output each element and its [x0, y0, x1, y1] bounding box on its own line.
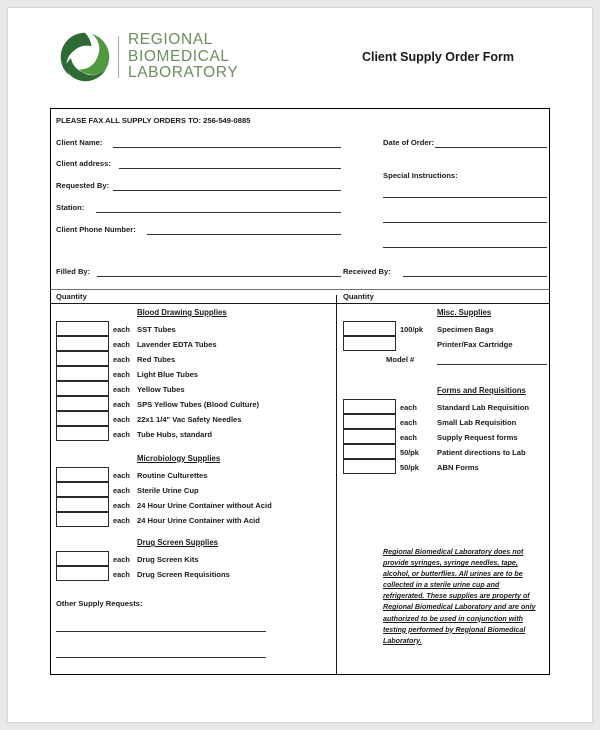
field-input-special-instructions-1[interactable] [383, 197, 547, 198]
section-title-blood-drawing: Blood Drawing Supplies [137, 308, 227, 317]
field-input-received-by[interactable] [403, 276, 547, 277]
unit-lavender-edta-tubes: each [113, 340, 130, 349]
field-label-date-of-order: Date of Order: [383, 138, 435, 147]
field-input-filled-by[interactable] [97, 276, 341, 277]
unit-routine-culturettes: each [113, 471, 130, 480]
logo-wordmark [128, 32, 238, 82]
quantity-input-small-lab-requisition[interactable] [343, 414, 396, 429]
item-name-abn-forms: ABN Forms [437, 463, 479, 472]
other-supply-requests-label: Other Supply Requests: [56, 599, 143, 608]
unit-sps-yellow-tubes: each [113, 400, 130, 409]
field-label-client-address: Client address: [56, 159, 111, 168]
unit-specimen-bags: 100/pk [400, 325, 424, 334]
unit-yellow-tubes: each [113, 385, 130, 394]
field-label-received-by: Received By: [343, 267, 391, 276]
item-name-drug-screen-kits: Drug Screen Kits [137, 555, 199, 564]
other-supply-requests-input-2[interactable] [56, 657, 266, 658]
unit-24hr-urine-without-acid: each [113, 501, 130, 510]
disclaimer-text: Regional Biomedical Laboratory does not provide syringes, syringe needles, tape, alcohol, or butterflies. All urines are to be collected in a sterile urine cup and refrigerated. These supplies are property of Regional Biomedical Laboratory and are only authorized to be used in conjunction with testing performed by Regional Biomedical Laboratory. [383, 548, 536, 645]
unit-abn-forms: 50/pk [400, 463, 419, 472]
unit-sst-tubes: each [113, 325, 130, 334]
field-label-special-instructions: Special Instructions: [383, 171, 458, 180]
model-number-input[interactable] [437, 364, 547, 365]
quantity-input-sterile-urine-cup[interactable] [56, 482, 109, 497]
quantity-input-yellow-tubes[interactable] [56, 381, 109, 396]
item-name-printer-fax-cartridge: Printer/Fax Cartridge [437, 340, 513, 349]
item-name-red-tubes: Red Tubes [137, 355, 176, 364]
item-name-tube-hubs: Tube Hubs, standard [137, 430, 212, 439]
quantity-input-printer-fax-cartridge[interactable] [343, 336, 396, 351]
item-name-small-lab-requisition: Small Lab Requisition [437, 418, 517, 427]
quantity-input-sst-tubes[interactable] [56, 321, 109, 336]
field-label-requested-by: Requested By: [56, 181, 110, 190]
quantity-input-standard-lab-requisition[interactable] [343, 399, 396, 414]
field-input-date-of-order[interactable] [435, 147, 547, 148]
field-input-client-phone[interactable] [147, 234, 341, 235]
field-label-station: Station: [56, 203, 85, 212]
item-name-supply-request-forms: Supply Request forms [437, 433, 518, 442]
model-number-label: Model # [386, 355, 415, 364]
section-title-microbiology: Microbiology Supplies [137, 454, 221, 463]
item-name-patient-directions-to-lab: Patient directions to Lab [437, 448, 526, 457]
field-input-special-instructions-3[interactable] [383, 247, 547, 248]
unit-sterile-urine-cup: each [113, 486, 130, 495]
unit-24hr-urine-with-acid: each [113, 516, 130, 525]
unit-standard-lab-requisition: each [400, 403, 417, 412]
unit-patient-directions-to-lab: 50/pk [400, 448, 419, 457]
swirl-logo-icon [58, 30, 112, 84]
logo-line-3: LABORATORY [128, 64, 239, 82]
quantity-input-vac-safety-needles[interactable] [56, 411, 109, 426]
quantity-input-specimen-bags[interactable] [343, 321, 396, 336]
quantity-input-sps-yellow-tubes[interactable] [56, 396, 109, 411]
unit-red-tubes: each [113, 355, 130, 364]
field-input-client-name[interactable] [113, 147, 341, 148]
item-name-24hr-urine-without-acid: 24 Hour Urine Container without Acid [137, 501, 272, 510]
unit-light-blue-tubes: each [113, 370, 130, 379]
item-name-24hr-urine-with-acid: 24 Hour Urine Container with Acid [137, 516, 260, 525]
divider-below-quantity [51, 303, 549, 304]
quantity-input-tube-hubs[interactable] [56, 426, 109, 441]
quantity-input-drug-screen-requisitions[interactable] [56, 566, 109, 581]
order-form-table [50, 108, 550, 675]
unit-drug-screen-kits: each [113, 555, 130, 564]
logo-line-1: REGIONAL [128, 31, 213, 49]
item-name-standard-lab-requisition: Standard Lab Requisition [437, 403, 529, 412]
field-input-station[interactable] [96, 212, 341, 213]
item-name-specimen-bags: Specimen Bags [437, 325, 494, 334]
quantity-input-abn-forms[interactable] [343, 459, 396, 474]
item-name-light-blue-tubes: Light Blue Tubes [137, 370, 199, 379]
column-divider [336, 295, 337, 674]
other-supply-requests-input-1[interactable] [56, 631, 266, 632]
field-label-filled-by: Filled By: [56, 267, 91, 276]
section-title-misc-supplies: Misc. Supplies [437, 308, 492, 317]
unit-small-lab-requisition: each [400, 418, 417, 427]
quantity-input-patient-directions-to-lab[interactable] [343, 444, 396, 459]
document-header [8, 30, 592, 100]
column-header-quantity-right: Quantity [343, 292, 374, 301]
quantity-input-supply-request-forms[interactable] [343, 429, 396, 444]
quantity-input-light-blue-tubes[interactable] [56, 366, 109, 381]
unit-drug-screen-requisitions: each [113, 570, 130, 579]
unit-vac-safety-needles: each [113, 415, 130, 424]
company-logo [58, 30, 238, 84]
item-name-lavender-edta-tubes: Lavender EDTA Tubes [137, 340, 217, 349]
quantity-input-routine-culturettes[interactable] [56, 467, 109, 482]
logo-divider [118, 36, 119, 78]
field-input-requested-by[interactable] [113, 190, 341, 191]
field-input-special-instructions-2[interactable] [383, 222, 547, 223]
section-title-drug-screen: Drug Screen Supplies [137, 538, 219, 547]
quantity-input-red-tubes[interactable] [56, 351, 109, 366]
unit-tube-hubs: each [113, 430, 130, 439]
unit-supply-request-forms: each [400, 433, 417, 442]
divider-above-quantity [51, 289, 549, 290]
fax-notice: PLEASE FAX ALL SUPPLY ORDERS TO: 256-549-0885 [56, 116, 251, 125]
column-header-quantity-left: Quantity [56, 292, 87, 301]
quantity-input-24hr-urine-with-acid[interactable] [56, 512, 109, 527]
document-page [8, 8, 592, 722]
item-name-routine-culturettes: Routine Culturettes [137, 471, 208, 480]
section-title-forms-requisitions: Forms and Requisitions [437, 386, 526, 395]
quantity-input-lavender-edta-tubes[interactable] [56, 336, 109, 351]
item-name-sterile-urine-cup: Sterile Urine Cup [137, 486, 199, 495]
logo-line-2: BIOMEDICAL [128, 47, 230, 65]
item-name-vac-safety-needles: 22x1 1/4" Vac Safety Needles [137, 415, 242, 424]
item-name-sst-tubes: SST Tubes [137, 325, 176, 334]
field-label-client-name: Client Name: [56, 138, 103, 147]
quantity-input-drug-screen-kits[interactable] [56, 551, 109, 566]
item-name-drug-screen-requisitions: Drug Screen Requisitions [137, 570, 230, 579]
field-input-client-address[interactable] [119, 168, 341, 169]
item-name-yellow-tubes: Yellow Tubes [137, 385, 185, 394]
item-name-sps-yellow-tubes: SPS Yellow Tubes (Blood Culture) [137, 400, 260, 409]
page-title: Client Supply Order Form [361, 50, 515, 64]
quantity-input-24hr-urine-without-acid[interactable] [56, 497, 109, 512]
field-label-client-phone: Client Phone Number: [56, 225, 136, 234]
